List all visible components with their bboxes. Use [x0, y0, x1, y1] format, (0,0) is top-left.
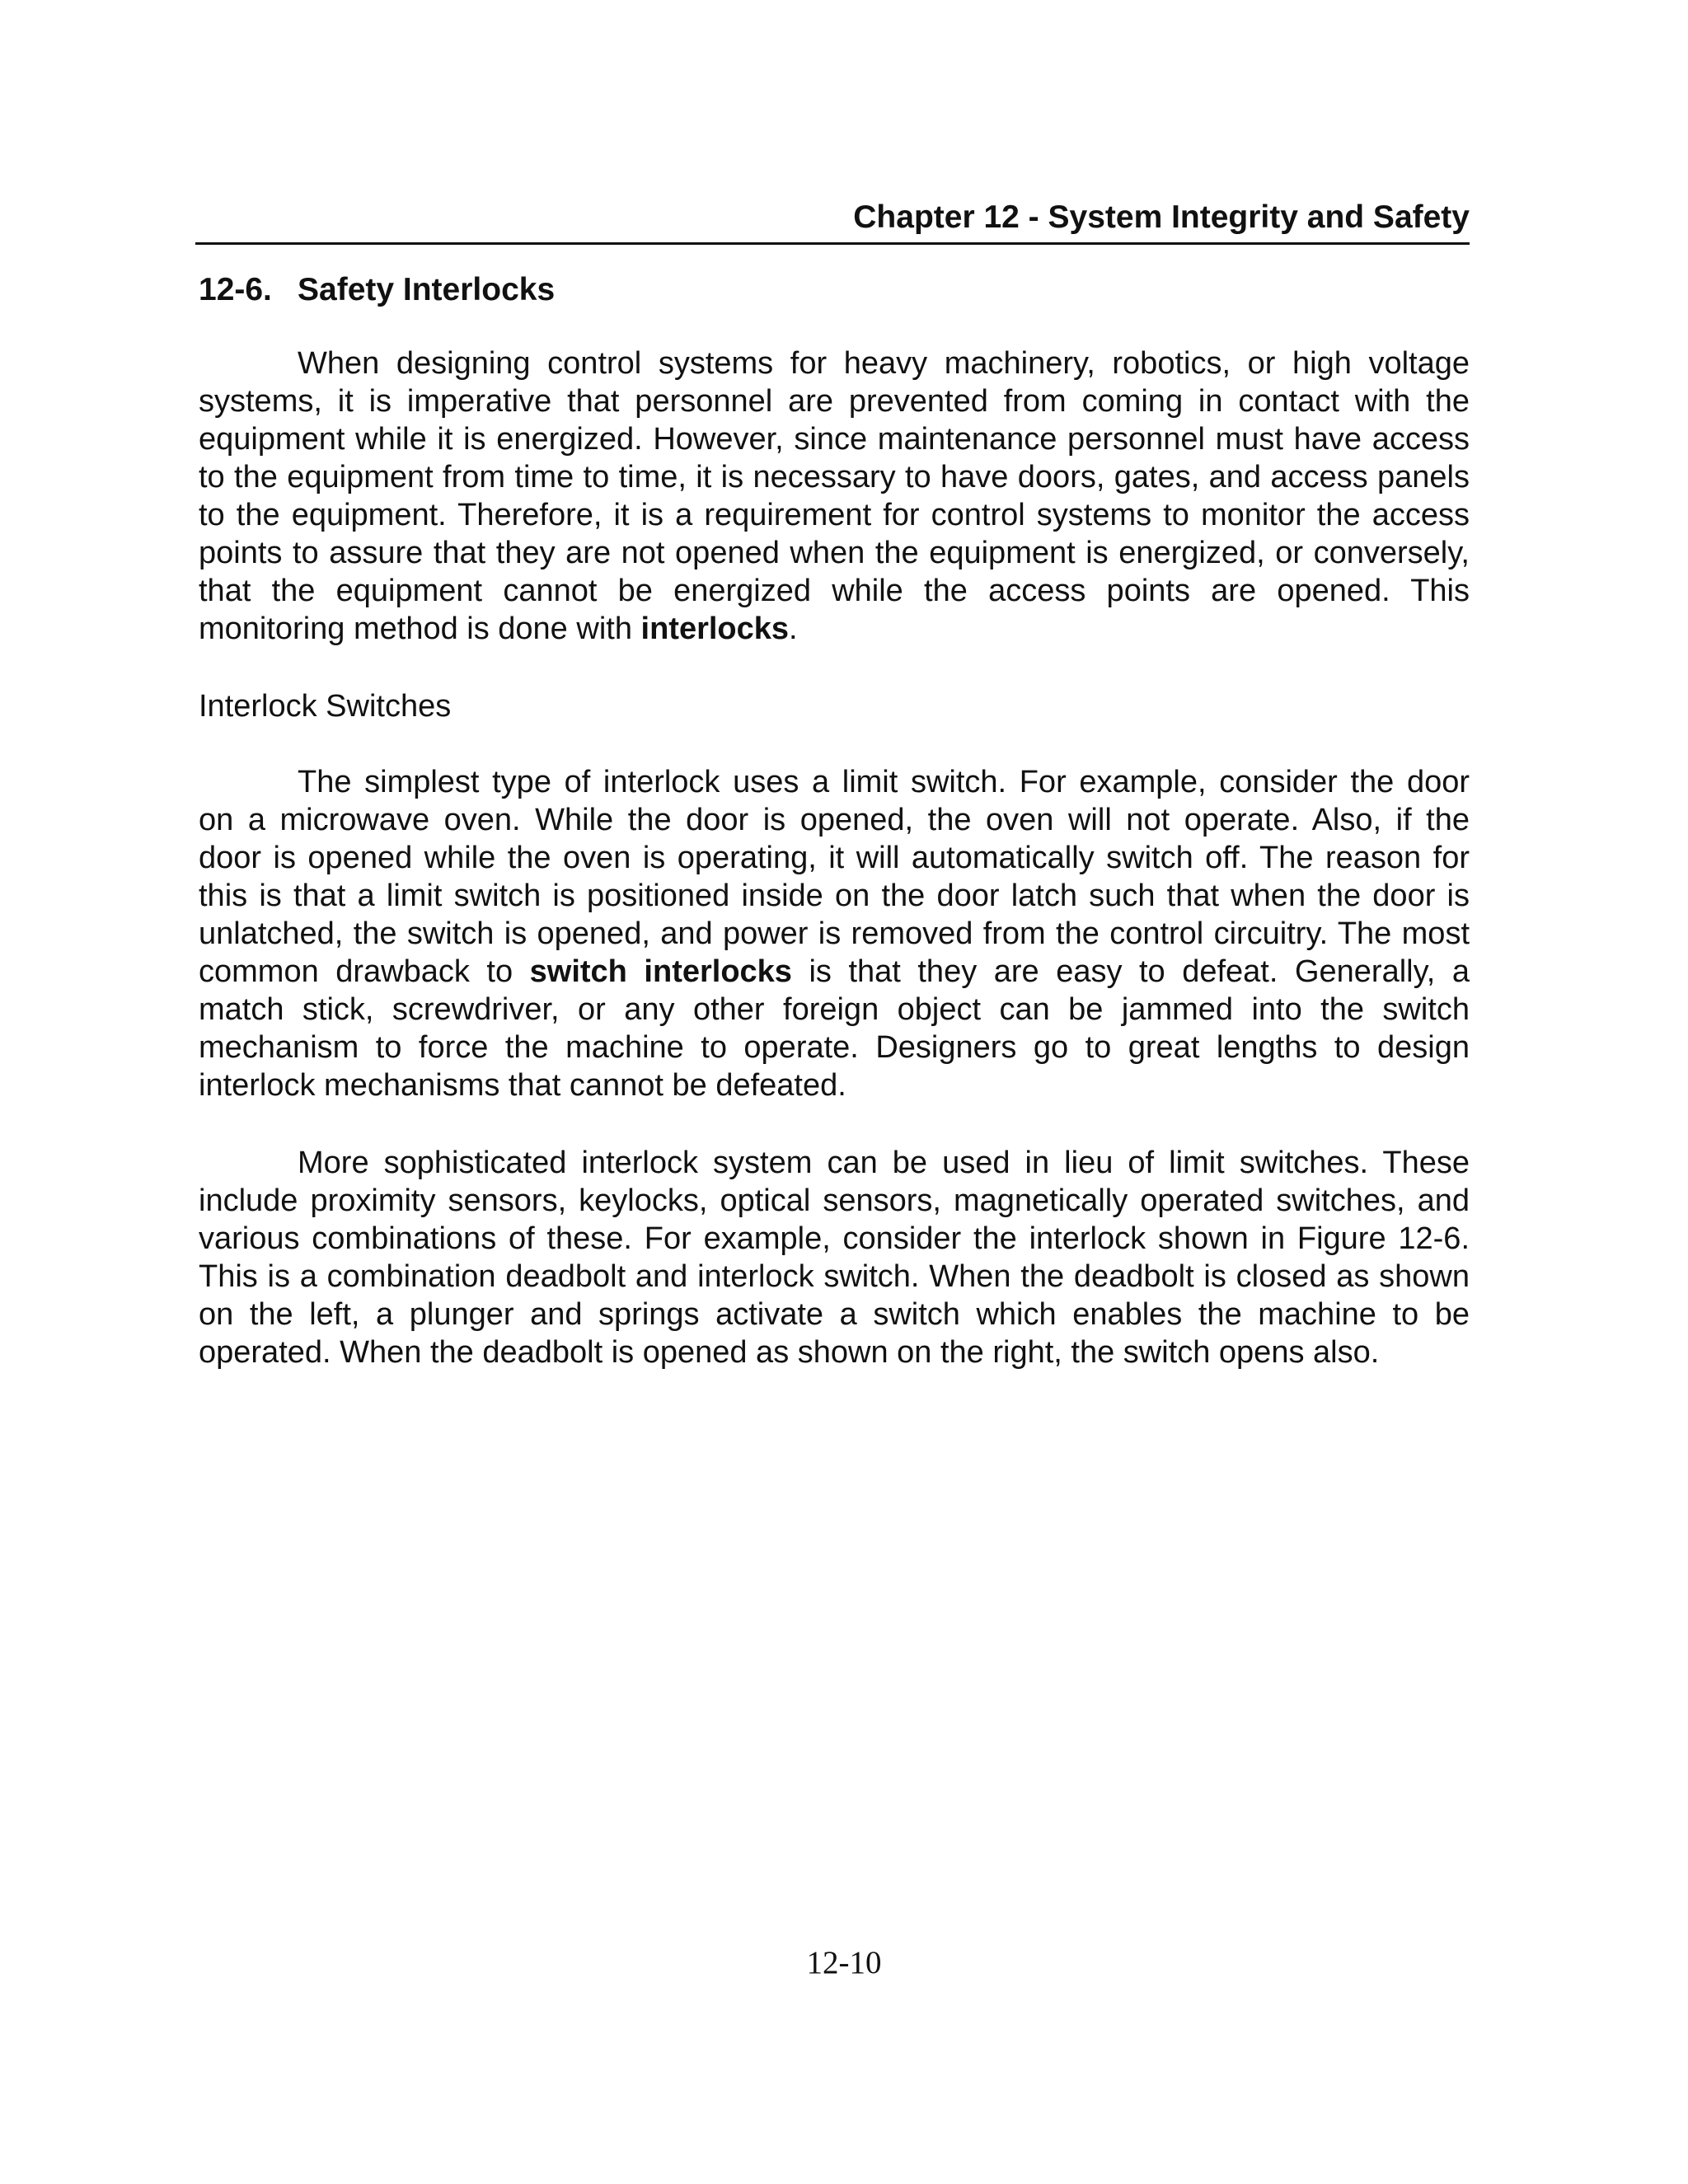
paragraph-line: on a microwave oven. While the door is opened, the oven will not operate. Also, if the	[199, 803, 1470, 837]
running-header	[195, 196, 1470, 245]
section-title: Safety Interlocks	[298, 272, 556, 307]
bold-term-switch-interlocks: switch interlocks	[529, 954, 792, 989]
paragraph-line: that the equipment cannot be energized while the access points are opened. This	[199, 574, 1470, 608]
paragraph-line: interlock mechanisms that cannot be defeated.	[199, 1068, 846, 1103]
paragraph-interlock-switches	[199, 763, 1470, 1104]
paragraph-line: operated. When the deadbolt is opened as shown on the right, the switch opens also.	[199, 1335, 1380, 1370]
section-number: 12-6.	[199, 272, 272, 307]
paragraph-interlocks-intro	[199, 344, 1470, 648]
page-number: 12-10	[806, 1945, 882, 1980]
paragraph-line: More sophisticated interlock system can be used in lieu of limit switches. These	[298, 1146, 1470, 1180]
paragraph-line: include proximity sensors, keylocks, optical sensors, magnetically operated switches, and	[199, 1183, 1470, 1218]
paragraph-line: points to assure that they are not opened when the equipment is energized, or conversely,	[199, 536, 1470, 570]
paragraph-line: The simplest type of interlock uses a limit switch. For example, consider the door	[298, 765, 1470, 799]
paragraph-line: various combinations of these. For example, consider the interlock shown in Figure 12-6.	[199, 1221, 1470, 1256]
paragraph-line: When designing control systems for heavy machinery, robotics, or high voltage	[298, 346, 1470, 381]
paragraph-line: unlatched, the switch is opened, and power is removed from the control circuitry. The most	[199, 916, 1470, 951]
chapter-title: Chapter 12 - System Integrity and Safety	[853, 199, 1470, 235]
bold-term-interlocks: interlocks	[640, 612, 790, 646]
paragraph-line: mechanism to force the machine to operate. Designers go to great lengths to design	[199, 1030, 1470, 1065]
subheading-interlock-switches: Interlock Switches	[199, 689, 452, 724]
paragraph-line: this is that a limit switch is positioned inside on the door latch such that when the door is	[199, 879, 1470, 913]
paragraph-line: systems, it is imperative that personnel are prevented from coming in contact with the	[199, 384, 1470, 419]
paragraph-sophisticated-interlocks	[199, 1144, 1470, 1371]
paragraph-line: door is opened while the oven is operating, it will automatically switch off. The reason for	[199, 841, 1470, 875]
paragraph-line: This is a combination deadbolt and interlock switch. When the deadbolt is closed as shown	[199, 1259, 1470, 1294]
paragraph-line: to the equipment. Therefore, it is a requirement for control systems to monitor the access	[199, 498, 1470, 532]
paragraph-line: match stick, screwdriver, or any other foreign object can be jammed into the switch	[199, 992, 1470, 1027]
paragraph-line: equipment while it is energized. However, since maintenance personnel must have access	[199, 422, 1470, 457]
paragraph-line: on the left, a plunger and springs activate a switch which enables the machine to be	[199, 1297, 1470, 1332]
section-heading	[199, 270, 555, 310]
paragraph-line: monitoring method is done with interlocks.	[199, 612, 798, 646]
paragraph-line: common drawback to switch interlocks is that they are easy to defeat. Generally, a	[199, 954, 1470, 989]
paragraph-line: to the equipment from time to time, it is necessary to have doors, gates, and access panels	[199, 460, 1470, 494]
